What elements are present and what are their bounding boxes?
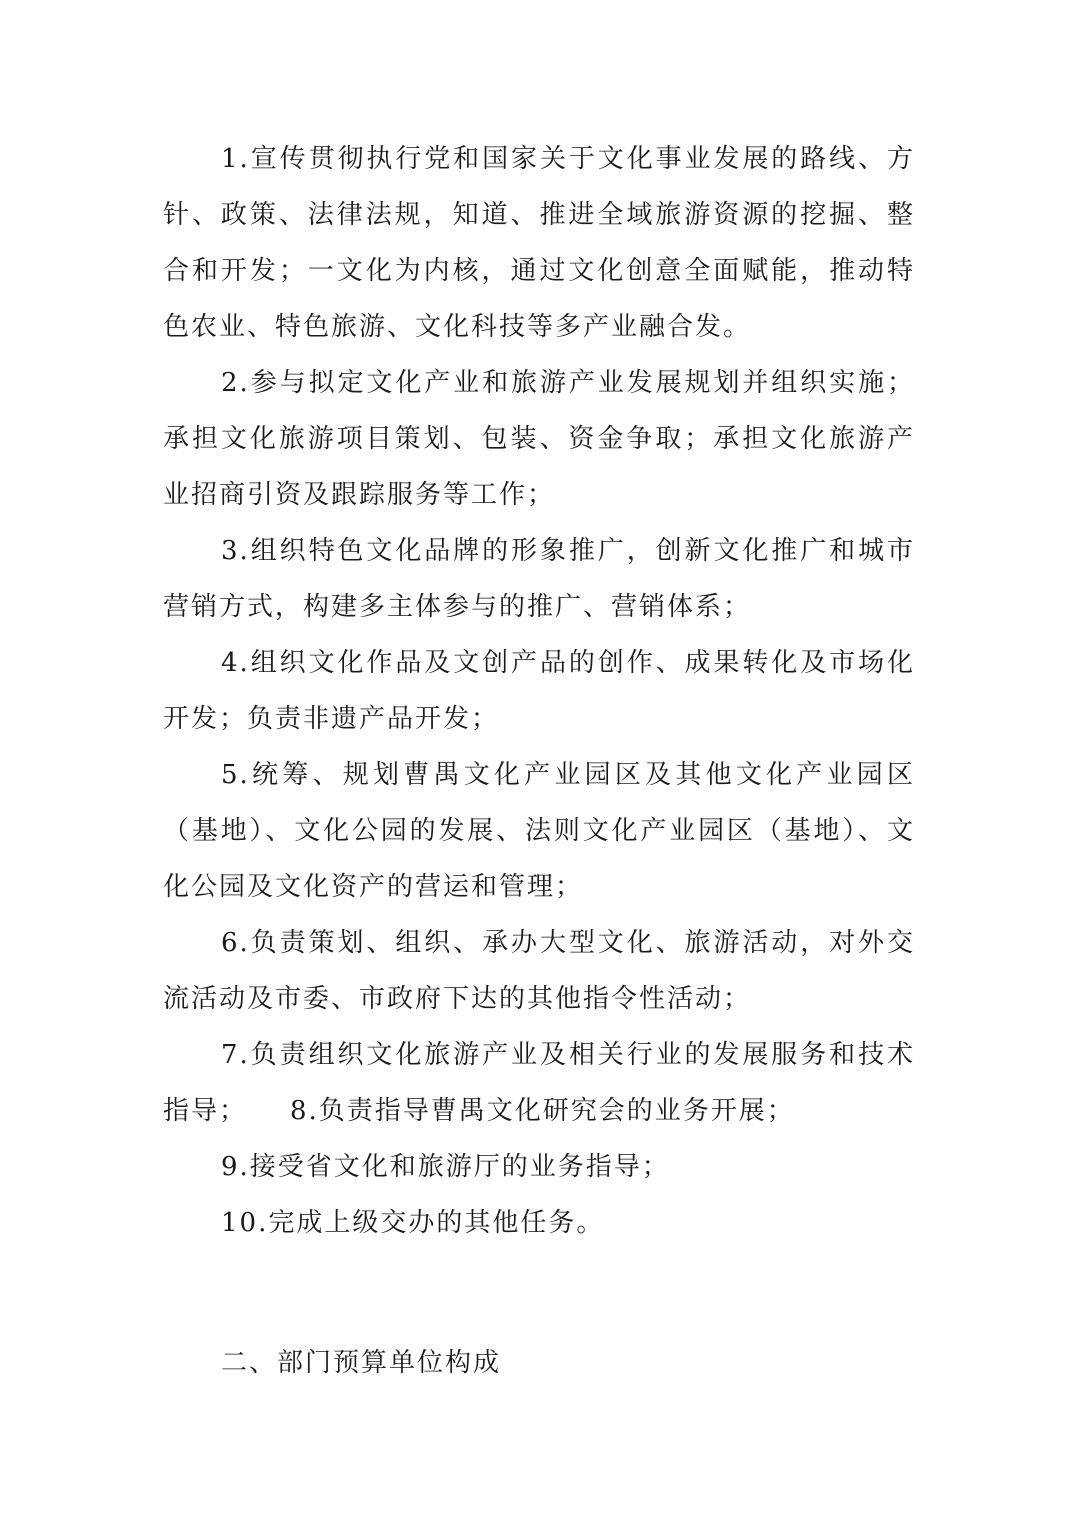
paragraph-item-4: 4.组织文化作品及文创产品的创作、成果转化及市场化开发；负责非遗产品开发；	[163, 648, 915, 734]
section-heading: 二、部门预算单位构成	[221, 1348, 502, 1378]
paragraph-item-2: 2.参与拟定文化产业和旅游产业发展规划并组织实施；承担文化旅游项目策划、包装、资金争取；承担文化旅游产业招商引资及跟踪服务等工作；	[163, 368, 915, 510]
paragraph-item-5: 5.统筹、规划曹禺文化产业园区及其他文化产业园区（基地）、文化公园的发展、法则文化产业园区（基地）、文化公园及文化资产的营运和管理；	[163, 760, 915, 902]
paragraph-item-10: 10.完成上级交办的其他任务。	[221, 1208, 605, 1238]
document-body	[163, 131, 915, 1251]
paragraph-item-6: 6.负责策划、组织、承办大型文化、旅游活动，对外交流活动及市委、市政府下达的其他指令性活动；	[163, 928, 915, 1014]
paragraph-item-1: 1.宣传贯彻执行党和国家关于文化事业发展的路线、方针、政策、法律法规，知道、推进全域旅游资源的挖掘、整合和开发；一文化为内核，通过文化创意全面赋能，推动特色农业、特色旅游、文化科技等多产业融合发。	[163, 144, 915, 342]
paragraph-item-3: 3.组织特色文化品牌的形象推广，创新文化推广和城市营销方式，构建多主体参与的推广、营销体系；	[163, 536, 915, 622]
paragraph-item-9: 9.接受省文化和旅游厅的业务指导；	[221, 1152, 670, 1182]
paragraph-item-7-8: 7.负责组织文化旅游产业及相关行业的发展服务和技术指导； 8.负责指导曹禺文化研究会的业务开展；	[163, 1040, 915, 1126]
